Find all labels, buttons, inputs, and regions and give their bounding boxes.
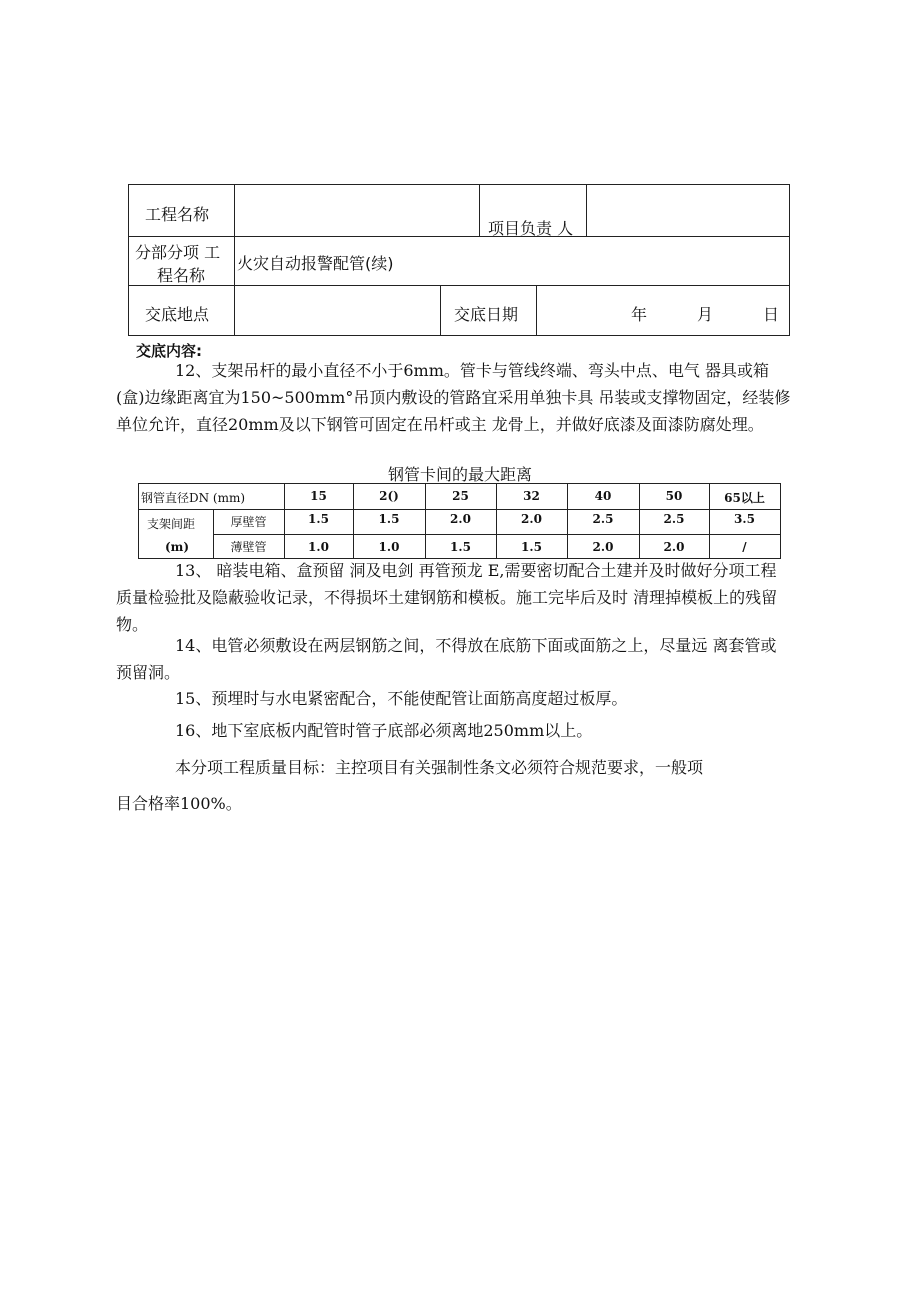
paragraph-15 [116,685,792,712]
paragraph-12-text: 12、支架吊杆的最小直径不小于6mm。管卡与管线终端、弯头中点、电气 器具或箱(盒)边缘距离宜为150~500mm°吊顶内敷设的管路宜采用单独卡具 吊装或支撑物固定，经装修单位允许，直径20mm及以下钢管可固定在吊杆或主 龙骨上，并做好底漆及面漆防腐处理。 [116,361,791,434]
thick-wall-value: 2.0 [450,512,471,526]
spec-table-title: 钢管卡间的最大距离 [387,465,532,484]
quality-goal-line1: 本分项工程质量目标：主控项目有关强制性条文必须符合规范要求，一般项 [175,758,704,777]
project-name-value-cell [235,185,480,236]
thin-wall-value: 2.0 [592,540,614,554]
diameter-cell: 32 [523,489,540,503]
row-label-thick: 厚壁管 [230,515,267,529]
sub-item-label-line1: 分部分项 工 [135,243,221,262]
spacing-label-line1: 支架间距 [147,517,196,531]
pipe-clamp-spacing-table [138,483,781,559]
sub-item-label-cell [129,237,235,285]
date-value-cell [537,286,789,335]
project-leader-value-cell [587,185,789,236]
diameter-cell: 2() [379,489,399,503]
thin-wall-value: 1.0 [378,540,400,554]
content-label: 交底内容: [136,342,202,360]
paragraph-16-text: 16、地下室底板内配管时管子底部必须离地250mm以上。 [175,721,593,740]
project-name-label-cell [129,185,235,236]
date-label-cell [441,286,537,335]
quality-goal-line2: 目合格率100%。 [116,794,242,813]
project-leader-label-cell [480,185,587,236]
project-name-label: 工程名称 [145,205,210,224]
diameter-cell: 15 [310,489,327,503]
diameter-cell: 65以上 [724,491,765,505]
location-value-cell [235,286,441,335]
thin-wall-value: 1.5 [450,540,471,554]
sub-item-value-cell [235,237,789,285]
header-row-sub-item [129,237,789,286]
header-row-location [129,286,789,335]
spacing-label-line2: (m) [165,540,190,554]
paragraph-12 [116,357,792,438]
paragraph-13-text: 13、 暗装电箱、盒预留 洞及电剑 再管预龙 E,需要密切配合土建并及时做好分项工程质量检验批及隐蔽验收记录，不得损坏土建钢筋和模板。施工完毕后及时 清理掉模板上的残留物。 [116,561,778,634]
date-month: 月 [697,305,714,324]
thin-wall-value: / [742,540,747,554]
diameter-cell: 40 [594,489,612,503]
spec-table-hline-1 [139,509,780,510]
diameter-cell: 50 [665,489,683,503]
date-day: 日 [763,305,780,324]
thin-wall-value: 2.0 [663,540,685,554]
thin-wall-value: 1.0 [308,540,329,554]
diameter-header: 钢管直径DN (mm) [141,491,246,505]
thin-wall-value: 1.5 [521,540,542,554]
sub-item-label-line2: 程名称 [157,266,206,285]
thick-wall-value: 2.5 [663,512,685,526]
sub-item-value: 火灾自动报警配管(续) [237,254,394,273]
header-info-table [128,184,790,336]
location-label-cell [129,286,235,335]
thick-wall-value: 2.0 [521,512,542,526]
paragraph-15-text: 15、预埋时与水电紧密配合，不能使配管让面筋高度超过板厚。 [175,689,628,708]
header-row-project [129,185,789,237]
diameter-cell: 25 [452,489,469,503]
location-label: 交底地点 [145,305,210,324]
date-year: 年 [631,305,648,324]
project-leader-label: 项目负责 人 [488,219,574,238]
paragraph-14-text: 14、电管必须敷设在两层钢筋之间，不得放在底筋下面或面筋之上，尽量远 离套管或预留洞。 [116,636,777,682]
row-label-thin: 薄壁管 [230,540,267,554]
thick-wall-value: 2.5 [592,512,614,526]
paragraph-16 [116,717,792,744]
thick-wall-value: 1.5 [378,512,400,526]
thick-wall-value: 3.5 [734,512,755,526]
paragraph-14 [116,632,792,686]
date-label: 交底日期 [454,305,519,324]
paragraph-13 [116,557,792,638]
thick-wall-value: 1.5 [308,512,329,526]
